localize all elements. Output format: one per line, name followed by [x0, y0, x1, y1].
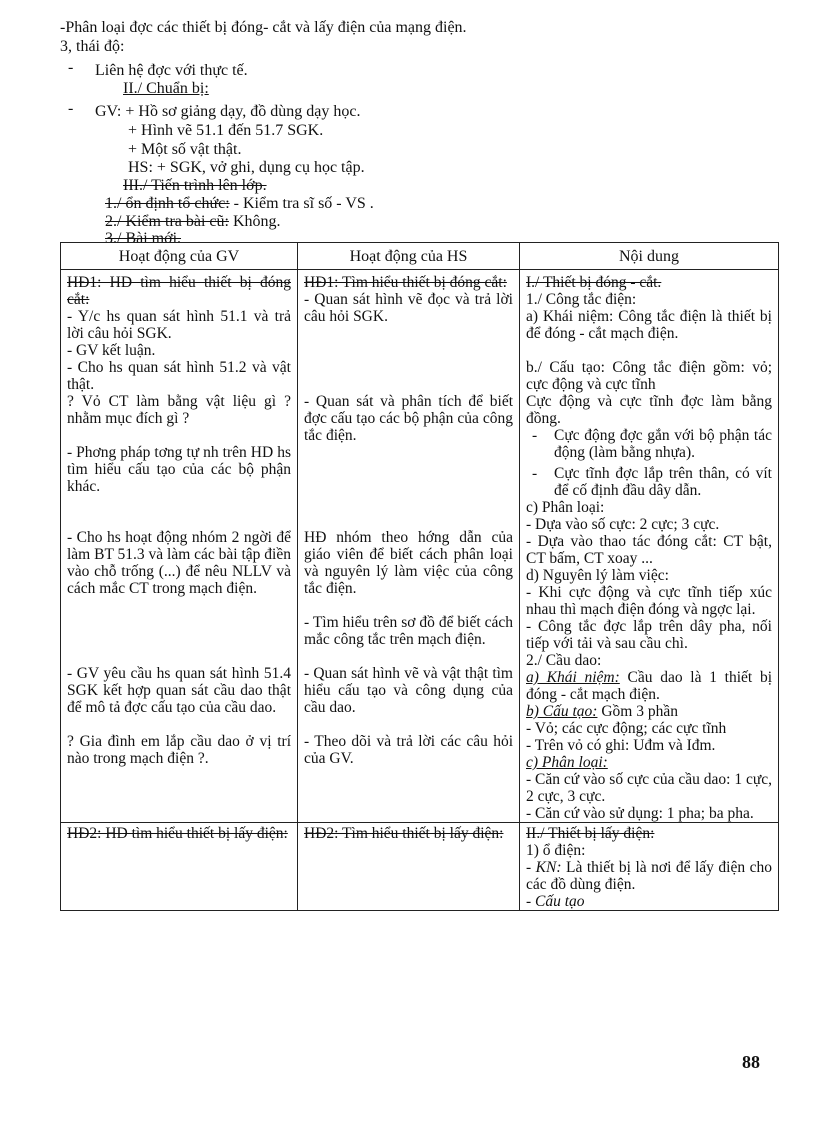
content-line [526, 859, 772, 893]
content-line: - Khi cực động và cực tĩnh tiếp xúc nhau thì mạch điện đóng và ngợc lại. [526, 584, 772, 618]
bullet-mark: - [532, 427, 538, 444]
content-cell [520, 270, 779, 823]
content-line: - Căn cứ vào sử dụng: 1 pha; ba pha. [526, 805, 754, 822]
student-step: - Tìm hiểu trên sơ đồ để biết cách mắc công tắc trên mạch điện. [304, 614, 513, 648]
content-line: - Cấu tạo [526, 893, 585, 910]
content-line: Cực động và cực tĩnh đợc làm bằng đồng. [526, 393, 772, 427]
objective-classify: -Phân loại đợc các thiết bị đóng- cắt và lấy điện của mạng điện. [60, 19, 467, 36]
content-line: - Dựa vào thao tác đóng cắt: CT bật, CT bấm, CT xoay ... [526, 533, 772, 567]
content-label: b) Cấu tạo: [526, 703, 598, 720]
teacher-step: - Cho hs hoạt động nhóm 2 ngời để làm BT 51.3 và làm các bài tập điền vào chỗ trống (...) để nêu NLLV và cách mắc CT trong mạch điện. [67, 529, 291, 597]
teacher-question: ? Gia đình em lắp cầu dao ở vị trí nào trong mạch điện ?. [67, 733, 291, 767]
teacher-prep: GV: + Hồ sơ giảng dạy, đồ dùng dạy học. [95, 103, 361, 120]
content-line: - Căn cứ vào số cực của cầu dao: 1 cực, 2 cực, 3 cực. [526, 771, 772, 805]
step-1-label: 1./ ổn định tổ chức: [105, 195, 230, 212]
bullet-mark: - [532, 465, 538, 482]
content-bullet [526, 465, 772, 499]
subsection-switch: 1./ Công tắc điện: [526, 291, 637, 308]
step-2-label: 2./ Kiểm tra bài cũ: [105, 213, 229, 230]
step-2-text: Không. [228, 213, 281, 230]
preparation-heading: II./ Chuẩn bị: [123, 80, 209, 97]
teacher-step: - Y/c hs quan sát hình 51.1 và trả lời câu hỏi SGK. [67, 308, 291, 342]
lesson-table [60, 242, 779, 911]
bullet-dash: - [68, 59, 74, 76]
table-row [61, 823, 779, 911]
teacher-prep-figures: + Hình vẽ 51.1 đến 51.7 SGK. [128, 122, 324, 139]
content-line: - Dựa vào số cực: 2 cực; 3 cực. [526, 516, 720, 533]
subsection-socket: 1) ổ điện: [526, 842, 586, 859]
student-step: - Quan sát và phân tích để biết đợc cấu tạo các bộ phận của công tắc điện. [304, 393, 513, 444]
teacher-prep-objects: + Một số vật thật. [128, 141, 242, 158]
header-teacher: Hoạt động của GV [61, 243, 298, 270]
section-title: I./ Thiết bị đóng - cắt. [526, 274, 662, 291]
bullet-dash: - [68, 100, 74, 117]
table-row [61, 270, 779, 823]
student-step: - Theo dõi và trả lời các câu hỏi của GV. [304, 733, 513, 767]
activity-title: HĐ2: Tìm hiểu thiết bị lấy điện: [304, 825, 504, 842]
content-line: c) Phân loại: [526, 499, 605, 516]
student-prep: HS: + SGK, vở ghi, dụng cụ học tập. [128, 159, 365, 176]
content-text: Là thiết bị là nơi để lấy điện cho các đồ dùng điện. [526, 859, 772, 893]
content-text: Cầu dao là 1 thiết bị đóng - cắt mạch điện. [526, 669, 772, 703]
teacher-activity-cell [61, 270, 298, 823]
student-step: - Quan sát hình vẽ đọc và trả lời câu hỏi SGK. [304, 291, 513, 325]
content-label: - KN: [526, 859, 562, 876]
table-header-row [61, 243, 779, 270]
content-bullet [526, 427, 772, 461]
page-number: 88 [742, 1052, 760, 1072]
teacher-step: - GV kết luận. [67, 342, 156, 359]
content-line [526, 669, 772, 703]
attitude-item: Liên hệ đợc với thực tế. [95, 62, 248, 79]
bullet-text: Cực động đợc gắn với bộ phận tác động (làm bằng nhựa). [554, 427, 772, 461]
step-1-text: - Kiểm tra sĩ số - VS . [229, 195, 374, 212]
header-student: Hoạt động của HS [298, 243, 520, 270]
teacher-step: - Cho hs quan sát hình 51.2 và vật thật. [67, 359, 291, 393]
section-title: II./ Thiết bị lấy điện: [526, 825, 655, 842]
step-3: 3./ Bài mới. [105, 230, 182, 247]
content-line: b./ Cấu tạo: Công tắc điện gồm: vỏ; cực động và cực tĩnh [526, 359, 772, 393]
teacher-step: - Phơng pháp tơng tự nh trên HD hs tìm hiểu cấu tạo của các bộ phận khác. [67, 444, 291, 495]
procedure-heading: III./ Tiến trình lên lớp. [123, 177, 267, 194]
content-line: d) Nguyên lý làm việc: [526, 567, 669, 584]
content-line: - Công tắc đợc lắp trên dây pha, nối tiếp với tải và sau cầu chì. [526, 618, 772, 652]
content-line: a) Khái niệm: Công tắc điện là thiết bị để đóng - cắt mạch điện. [526, 308, 772, 342]
subsection-knife-switch: 2./ Cầu dao: [526, 652, 602, 669]
teacher-activity-cell [61, 823, 298, 911]
content-line: - Vỏ; các cực động; các cực tĩnh [526, 720, 727, 737]
content-label: c) Phân loại: [526, 754, 608, 771]
student-step: - Quan sát hình vẽ và vật thật tìm hiểu cấu tạo và công dụng của cầu dao. [304, 665, 513, 716]
teacher-step: - GV yêu cầu hs quan sát hình 51.4 SGK kết hợp quan sát cầu dao thật để mô tả đợc cấu tạo của cầu dao. [67, 665, 291, 716]
student-activity-cell [298, 270, 520, 823]
step-2 [105, 213, 281, 231]
header-content: Nội dung [520, 243, 779, 270]
bullet-text: Cực tĩnh đợc lắp trên thân, có vít để cố định đầu dây dẫn. [554, 465, 772, 499]
teacher-question: ? Vỏ CT làm bằng vật liệu gì ? nhằm mục đích gì ? [67, 393, 291, 427]
content-line: - Trên vỏ có ghi: Uđm và Iđm. [526, 737, 716, 754]
student-activity-cell [298, 823, 520, 911]
attitude-heading: 3, thái độ: [60, 38, 125, 55]
content-text: Gồm 3 phần [597, 703, 678, 720]
content-label: a) Khái niệm: [526, 669, 620, 686]
step-1 [105, 195, 374, 213]
activity-title: HĐ2: HD tìm hiểu thiết bị lấy điện: [67, 825, 288, 842]
content-line [526, 703, 772, 720]
content-cell [520, 823, 779, 911]
activity-title: HĐ1: HD tìm hiểu thiết bị đóng cắt: [67, 274, 291, 308]
student-step: HĐ nhóm theo hớng dẫn của giáo viên để biết cách phân loại và nguyên lý làm việc của công tắc điện. [304, 529, 513, 597]
activity-title: HĐ1: Tìm hiểu thiết bị đóng cắt: [304, 274, 507, 291]
